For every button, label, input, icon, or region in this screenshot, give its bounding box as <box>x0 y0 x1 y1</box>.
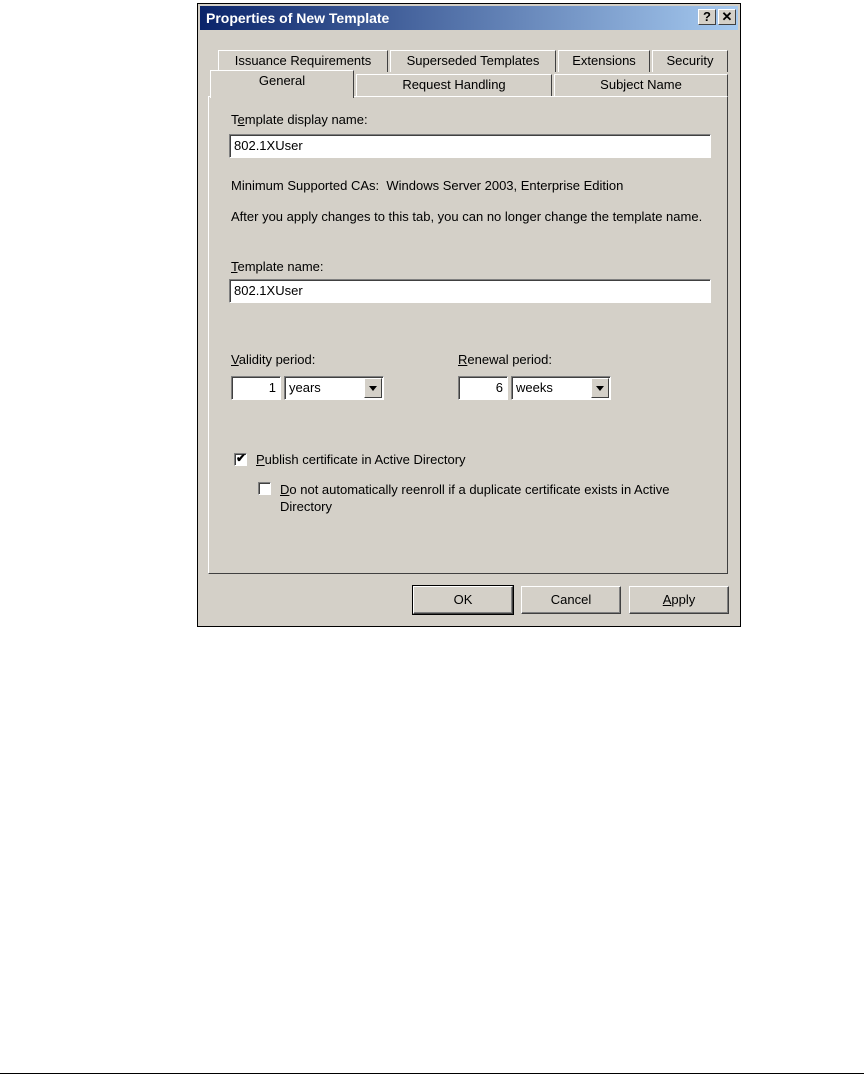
cancel-button[interactable]: Cancel <box>521 586 621 614</box>
help-button[interactable] <box>698 9 716 25</box>
publish-checkbox-label[interactable]: Publish certificate in Active Directory <box>256 452 466 467</box>
template-name-input[interactable]: 802.1XUser <box>229 279 711 303</box>
tab-superseded-templates[interactable]: Superseded Templates <box>390 50 556 72</box>
rename-warning-text: After you apply changes to this tab, you can no longer change the template name. <box>231 209 703 224</box>
chevron-down-icon <box>596 386 604 391</box>
min-ca-text: Minimum Supported CAs: Windows Server 2003, Enterprise Edition <box>231 178 624 193</box>
renewal-number-input[interactable]: 6 <box>458 376 508 400</box>
dropdown-button[interactable] <box>591 378 609 398</box>
publish-checkbox[interactable] <box>234 453 247 466</box>
dropdown-button[interactable] <box>364 378 382 398</box>
help-icon: ? <box>703 9 711 24</box>
template-name-label: Template name: <box>231 259 324 274</box>
close-button[interactable] <box>718 9 736 25</box>
close-icon: ✕ <box>721 9 733 24</box>
no-reenroll-checkbox[interactable] <box>258 482 271 495</box>
display-name-label: Template display name: <box>231 112 368 127</box>
page-divider <box>0 1073 864 1074</box>
tab-request-handling[interactable]: Request Handling <box>356 74 552 96</box>
validity-unit-select[interactable]: years <box>284 376 384 400</box>
chevron-down-icon <box>369 386 377 391</box>
no-reenroll-checkbox-label[interactable]: Do not automatically reenroll if a duplicate certificate exists in Active Directory <box>280 482 670 514</box>
display-name-input[interactable]: 802.1XUser <box>229 134 711 158</box>
tab-security[interactable]: Security <box>652 50 728 72</box>
renewal-unit-select[interactable]: weeks <box>511 376 611 400</box>
tab-general[interactable]: General <box>210 70 354 98</box>
validity-number-input[interactable]: 1 <box>231 376 281 400</box>
properties-dialog <box>197 3 741 627</box>
tab-extensions[interactable]: Extensions <box>558 50 650 72</box>
tab-issuance-requirements[interactable]: Issuance Requirements <box>218 50 388 72</box>
ok-button[interactable]: OK <box>413 586 513 614</box>
dialog-title: Properties of New Template <box>206 10 390 26</box>
renewal-period-label: Renewal period: <box>458 352 552 367</box>
title-bar[interactable] <box>200 6 738 30</box>
checkmark-icon: ✔ <box>236 451 247 465</box>
tab-subject-name[interactable]: Subject Name <box>554 74 728 96</box>
apply-button[interactable]: Apply <box>629 586 729 614</box>
validity-period-label: Validity period: <box>231 352 316 367</box>
